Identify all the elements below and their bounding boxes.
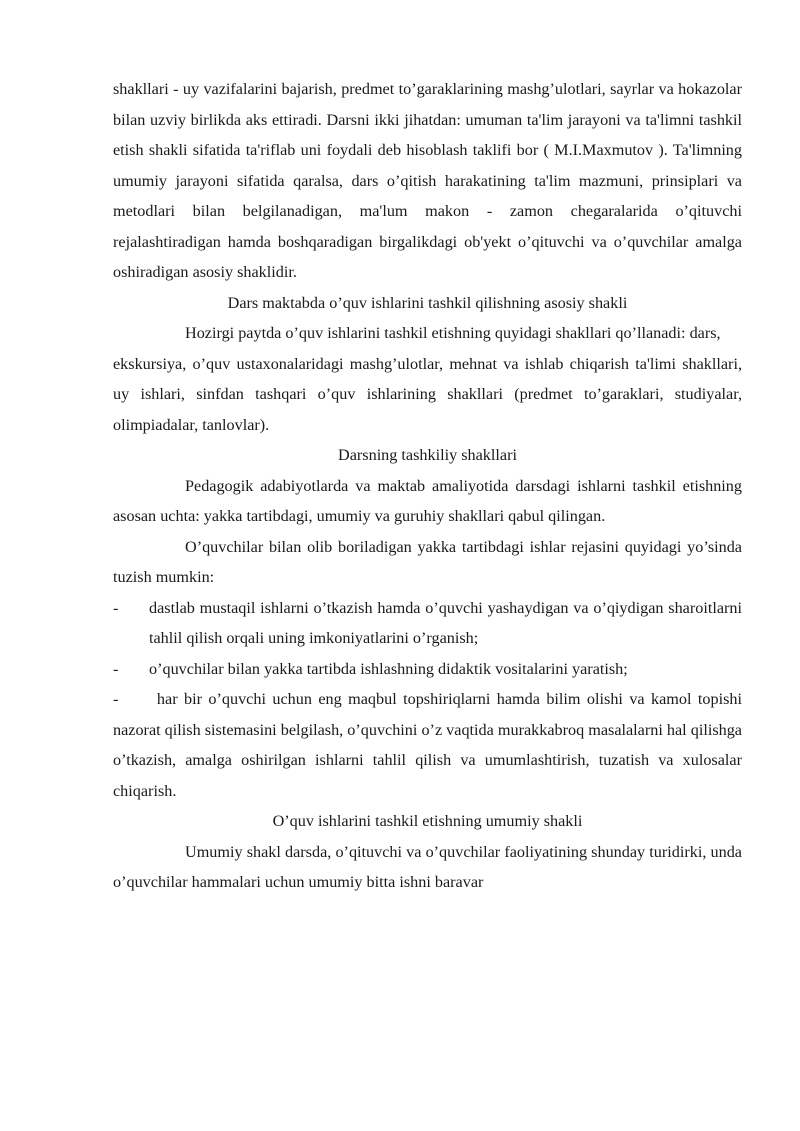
- paragraph-individual-plan: O’quvchilar bilan olib boriladigan yakka tartibdagi ishlar rejasini quyidagi yo’sinda tuzish mumkin:: [113, 537, 742, 586]
- list-item-text: o’quvchilar bilan yakka tartibda ishlashning didaktik vositalarini yaratish;: [149, 659, 628, 678]
- paragraph-intro: shakllari - uy vazifalarini bajarish, predmet to’garaklarining mashg’ulotlari, sayrlar va hokazolar bilan uzviy birlikda aks ettiradi. Darsni ikki jihatdan: umuman ta'lim jarayoni va ta'limni tashkil etish shakli sifatida ta'riflab uni foydali deb hisoblash taklifi bor ( M.I.Maxmutov ). Ta'limning umumiy jarayoni sifatida qaralsa, dars o’qitish harakatining ta'lim mazmuni, prinsiplari va metodlari bilan belgilanadigan, ma'lum makon - zamon chegaralarida o’qituvchi rejalashtiradigan hamda boshqaradigan birgalikdagi ob'yekt o’qituvchi va o’quvchilar amalga oshiradigan asosiy shaklidir.: [113, 80, 742, 281]
- list-dash: -: [113, 598, 119, 617]
- document-page: [113, 74, 747, 898]
- paragraph-general-form: Umumiy shakl darsda, o’qituvchi va o’quvchilar faoliyatining shunday turidirki, unda o’quvchilar hammalari uchun umumiy bitta ishni baravar: [113, 842, 742, 891]
- section-heading-general-form: O’quv ishlarini tashkil etishning umumiy shakli: [272, 812, 583, 830]
- section-heading-organizational-forms: Darsning tashkiliy shakllari: [338, 446, 517, 464]
- paragraph-three-forms: Pedagogik adabiyotlarda va maktab amaliyotida darsdagi ishlarni tashkil etishning asosan uchta: yakka tartibdagi, umumiy va guruhiy shakllari qabul qilingan.: [113, 476, 742, 525]
- paragraph-forms-list: ekskursiya, o’quv ustaxonalaridagi mashg’ulotlar, mehnat va ishlab chiqarish ta'limi shakllari, uy ishlari, sinfdan tashqari o’quv ishlarining shakllari (predmet to’garaklari, studiyalar, olimpiadalar, tanlovlar).: [113, 354, 742, 434]
- paragraph-current-forms: Hozirgi paytda o’quv ishlarini tashkil etishning quyidagi shakllari qo’llanadi: dars,: [185, 324, 721, 342]
- section-heading-lesson-main-form: Dars maktabda o’quv ishlarini tashkil qilishning asosiy shakli: [227, 293, 628, 312]
- list-dash: -: [113, 659, 119, 678]
- list-item: [113, 593, 742, 654]
- list-item: [113, 654, 742, 685]
- list-item-text: dastlab mustaqil ishlarni o’tkazish hamda o’quvchi yashaydigan va o’qiydigan sharoitlarni tahlil qilish orqali uning imkoniyatlarini o’rganish;: [149, 598, 742, 647]
- list-item-wide: - har bir o’quvchi uchun eng maqbul topshiriqlarni hamda bilim olishi va kamol topishi nazorat qilish sistemasini belgilash, o’quvchini o’z vaqtida murakkabroq masalalarni hal qilishga o’tkazish, amalga oshirilgan ishlarni tahlil qilish va umumlashtirish, tuzatish va xulosalar chiqarish.: [113, 690, 747, 800]
